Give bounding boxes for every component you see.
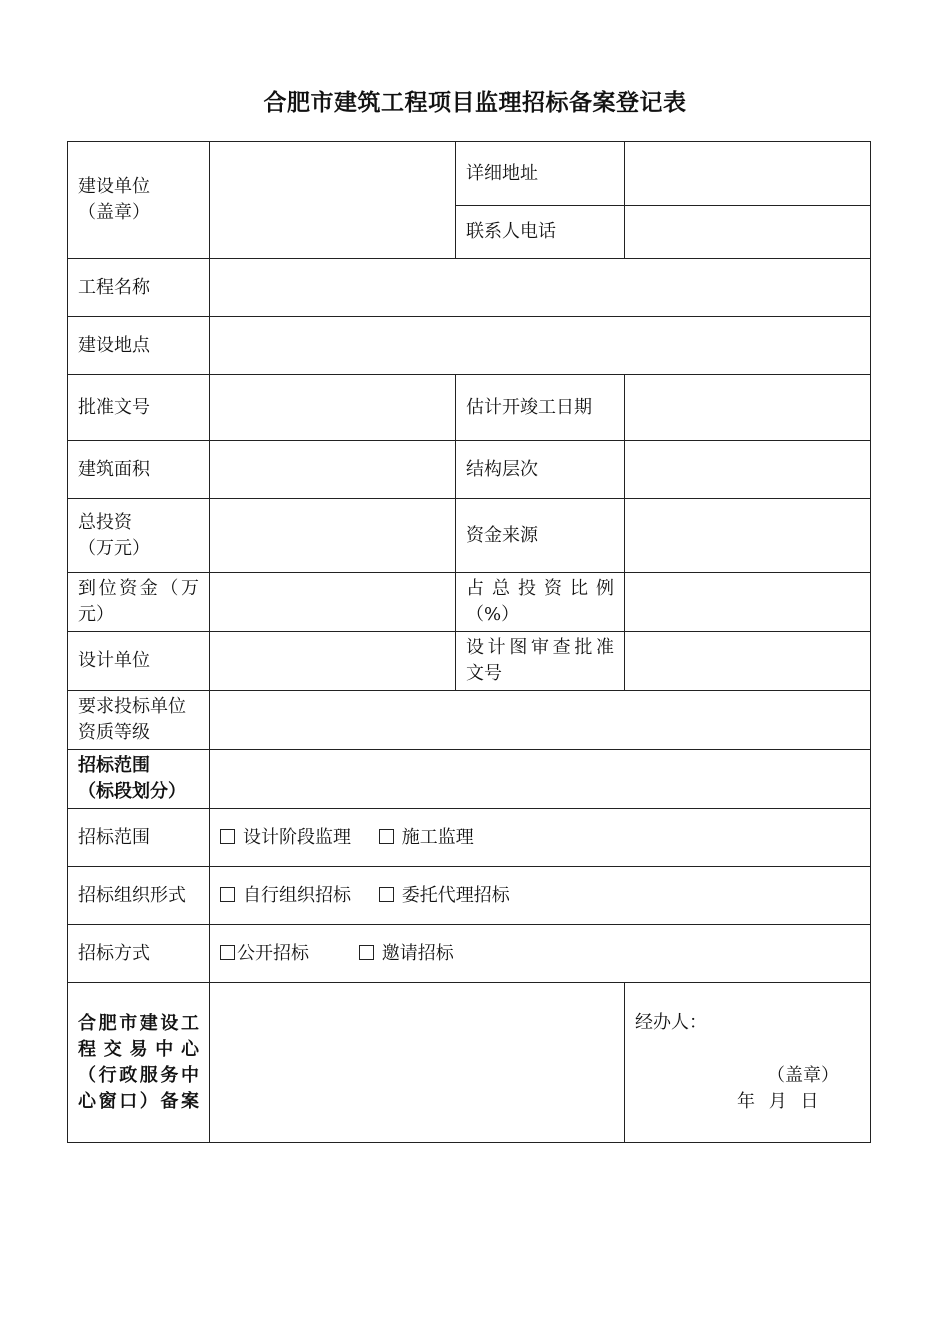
fund-source-label: 资金来源: [456, 499, 625, 573]
est-dates-label: 估计开竣工日期: [456, 375, 625, 441]
checkbox[interactable]: [379, 887, 394, 902]
investment-ratio-field[interactable]: [625, 573, 871, 632]
construction-site-field[interactable]: [210, 317, 871, 375]
date-label: 年 月 日: [737, 1091, 819, 1112]
construction-site-label: 建设地点: [68, 317, 210, 375]
total-investment-field[interactable]: [210, 499, 456, 573]
bid-scope-options: [210, 809, 871, 867]
fund-source-field[interactable]: [625, 499, 871, 573]
checkbox[interactable]: [359, 945, 374, 960]
structure-floors-label: 结构层次: [456, 441, 625, 499]
contact-phone-label: 联系人电话: [456, 206, 625, 259]
checkbox[interactable]: [220, 829, 235, 844]
bid-method-label: 招标方式: [68, 925, 210, 983]
option-design-phase-supervision[interactable]: 设计阶段监理: [220, 825, 351, 851]
form-title: 合肥市建筑工程项目监理招标备案登记表: [263, 89, 687, 116]
checkbox[interactable]: [220, 945, 235, 960]
option-construction-supervision[interactable]: 施工监理: [379, 825, 474, 851]
bid-scope-label: 招标范围: [68, 809, 210, 867]
filing-field[interactable]: [210, 983, 625, 1143]
construction-unit-field[interactable]: [210, 142, 456, 259]
option-self-organized[interactable]: 自行组织招标: [220, 883, 351, 909]
design-review-label: 设计图审查批准 文号: [456, 632, 625, 691]
qualification-field[interactable]: [210, 691, 871, 750]
project-name-label: 工程名称: [68, 259, 210, 317]
checkbox[interactable]: [379, 829, 394, 844]
filing-label: 合肥市建设工 程交易中心 （行政服务中 心窗口）备案: [68, 983, 210, 1143]
construction-unit-label: 建设单位 （盖章）: [68, 142, 210, 259]
design-review-field[interactable]: [625, 632, 871, 691]
funds-in-place-field[interactable]: [210, 573, 456, 632]
handler-signature-cell[interactable]: [625, 983, 871, 1143]
project-name-field[interactable]: [210, 259, 871, 317]
approval-doc-label: 批准文号: [68, 375, 210, 441]
registration-form-table: [67, 141, 871, 1143]
contact-phone-field[interactable]: [625, 206, 871, 259]
org-form-options: [210, 867, 871, 925]
option-public-bidding[interactable]: 公开招标: [220, 941, 309, 967]
building-area-field[interactable]: [210, 441, 456, 499]
org-form-label: 招标组织形式: [68, 867, 210, 925]
handler-label: 经办人：: [635, 1012, 707, 1033]
detail-address-label: 详细地址: [456, 142, 625, 206]
building-area-label: 建筑面积: [68, 441, 210, 499]
approval-doc-field[interactable]: [210, 375, 456, 441]
est-dates-field[interactable]: [625, 375, 871, 441]
seal-label: （盖章）: [767, 1065, 839, 1086]
detail-address-field[interactable]: [625, 142, 871, 206]
bid-scope-sections-field[interactable]: [210, 750, 871, 809]
total-investment-label: 总投资 （万元）: [68, 499, 210, 573]
checkbox[interactable]: [220, 887, 235, 902]
investment-ratio-label: 占总投资比例 （%）: [456, 573, 625, 632]
design-unit-label: 设计单位: [68, 632, 210, 691]
design-unit-field[interactable]: [210, 632, 456, 691]
qualification-label: 要求投标单位 资质等级: [68, 691, 210, 750]
structure-floors-field[interactable]: [625, 441, 871, 499]
option-agency[interactable]: 委托代理招标: [379, 883, 510, 909]
option-invited-bidding[interactable]: 邀请招标: [359, 941, 454, 967]
funds-in-place-label: 到位资金（万 元）: [68, 573, 210, 632]
bid-scope-sections-label: 招标范围 （标段划分）: [68, 750, 210, 809]
bid-method-options: [210, 925, 871, 983]
